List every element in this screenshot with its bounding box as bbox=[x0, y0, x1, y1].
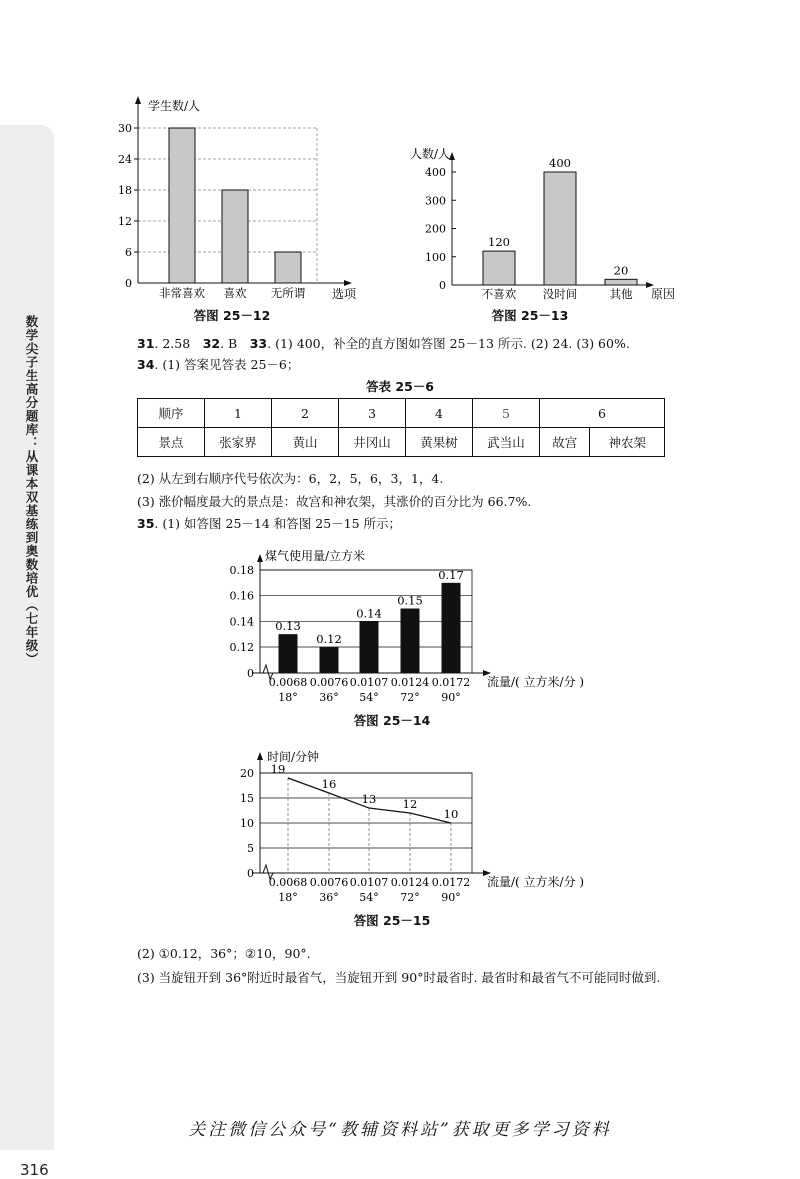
bar bbox=[222, 190, 248, 283]
y-tick-label: 0.18 bbox=[229, 564, 254, 577]
caption-25-14: 答图 25－14 bbox=[353, 713, 431, 728]
chart-25-15 bbox=[215, 748, 585, 910]
q33-text: . (1) 400，补全的直方图如答图 25－13 所示. (2) 24. (3) 60%. bbox=[267, 336, 630, 351]
x-angle-label: 18° bbox=[278, 891, 298, 904]
x-tick-labels bbox=[269, 676, 471, 704]
data-label: 120 bbox=[488, 235, 510, 250]
data-label: 10 bbox=[443, 807, 459, 821]
data-label: 16 bbox=[321, 777, 337, 791]
x-angle-label: 90° bbox=[441, 691, 461, 704]
y-axis-arrow bbox=[135, 96, 141, 104]
caption-25-13: 答图 25－13 bbox=[491, 308, 569, 323]
x-tick-label: 0.0124 bbox=[390, 876, 430, 889]
x-tick-label: 0.0124 bbox=[390, 676, 430, 689]
chart-25-13 bbox=[405, 140, 690, 305]
table-row bbox=[138, 399, 665, 428]
y-tick-label: 18 bbox=[118, 184, 132, 197]
table-cell: 1 bbox=[205, 399, 272, 428]
answer-34 bbox=[137, 355, 299, 373]
x-tick-label: 非常喜欢 bbox=[159, 286, 205, 300]
sidebar bbox=[0, 125, 54, 1179]
y-tick-label: 400 bbox=[425, 166, 446, 179]
y-axis-label: 学生数/人 bbox=[148, 99, 201, 113]
table-cell: 张家界 bbox=[205, 428, 272, 457]
table-cell: 井冈山 bbox=[339, 428, 406, 457]
answer-34-part3: (3) 涨价幅度最大的景点是：故宫和神农架，其涨价的百分比为 66.7%. bbox=[137, 494, 532, 509]
q32-text: . B bbox=[220, 336, 250, 351]
x-axis-label: 原因 bbox=[651, 287, 676, 301]
q31-text: . 2.58 bbox=[154, 336, 203, 351]
y-axis-label: 煤气使用量/立方米 bbox=[265, 549, 366, 563]
table-cell: 6 bbox=[540, 399, 665, 428]
q33-number: 33 bbox=[249, 336, 268, 351]
chart-bars bbox=[169, 128, 301, 283]
x-tick-labels bbox=[269, 876, 471, 904]
data-label: 0.12 bbox=[316, 632, 342, 646]
x-tick-label: 0.0068 bbox=[268, 676, 308, 689]
q34-number: 34 bbox=[137, 357, 155, 372]
page-number: 316 bbox=[20, 1161, 49, 1179]
x-tick-label: 0.0076 bbox=[309, 876, 349, 889]
y-tick-label: 5 bbox=[247, 842, 254, 855]
caption-25-12: 答图 25－12 bbox=[193, 308, 271, 323]
y-tick-label: 24 bbox=[118, 153, 132, 166]
answer-table-25-6 bbox=[137, 398, 665, 457]
caption-25-15: 答图 25－15 bbox=[353, 913, 431, 928]
chart-bars bbox=[275, 568, 464, 673]
data-label: 0.15 bbox=[397, 593, 423, 608]
y-tick-label: 20 bbox=[240, 767, 254, 780]
x-angle-label: 36° bbox=[319, 691, 339, 704]
q32-number: 32 bbox=[202, 336, 221, 351]
bar bbox=[605, 279, 637, 285]
y-tick-labels bbox=[118, 122, 132, 290]
x-tick-label: 0.0076 bbox=[309, 676, 349, 689]
x-tick-labels bbox=[159, 286, 305, 300]
table-cell: 3 bbox=[339, 399, 406, 428]
footer-watermark: 关注微信公众号“教辅资料站”获取更多学习资料 bbox=[188, 1120, 612, 1140]
y-tick-labels bbox=[240, 767, 254, 880]
y-tick-label: 0 bbox=[125, 277, 132, 290]
x-tick-label: 不喜欢 bbox=[481, 287, 517, 301]
x-angle-label: 72° bbox=[400, 891, 420, 904]
answer-35-part3: (3) 当旋钮开到 36°附近时最省气，当旋钮开到 90°时最省时. 最省时和最省气不可能同时做到. bbox=[137, 970, 661, 985]
table-cell: 5 bbox=[473, 399, 540, 428]
table-cell: 2 bbox=[272, 399, 339, 428]
y-tick-label: 0.16 bbox=[229, 589, 254, 603]
x-angle-label: 54° bbox=[359, 691, 379, 704]
data-label: 13 bbox=[361, 792, 377, 806]
y-tick-label: 0.14 bbox=[229, 615, 254, 629]
q31-number: 31 bbox=[137, 336, 155, 351]
bar bbox=[544, 172, 576, 285]
table-cell: 顺序 bbox=[138, 399, 205, 428]
bar bbox=[320, 647, 339, 673]
x-tick-label: 0.0107 bbox=[349, 676, 389, 689]
data-label: 0.17 bbox=[438, 567, 464, 582]
x-tick-label: 0.0172 bbox=[431, 676, 471, 689]
x-axis-label: 流量/( 立方米/分 ) bbox=[487, 875, 585, 889]
table-cell: 黄山 bbox=[272, 428, 339, 457]
table-cell: 黄果树 bbox=[406, 428, 473, 457]
data-label: 400 bbox=[549, 156, 571, 170]
y-tick-label: 100 bbox=[425, 250, 446, 264]
bar bbox=[483, 251, 515, 285]
x-angle-label: 72° bbox=[400, 691, 420, 704]
chart-gridlines bbox=[260, 773, 472, 848]
table-cell: 4 bbox=[406, 399, 473, 428]
x-tick-label: 其他 bbox=[609, 287, 633, 301]
y-axis-arrow bbox=[257, 554, 263, 562]
y-axis-label: 人数/人 bbox=[410, 147, 451, 161]
x-tick-label: 0.0172 bbox=[431, 876, 471, 889]
chart-25-12 bbox=[110, 92, 380, 302]
answer-35 bbox=[137, 514, 401, 532]
y-tick-label: 0 bbox=[247, 867, 254, 880]
bar bbox=[275, 252, 301, 283]
y-tick-label: 10 bbox=[240, 817, 254, 830]
data-labels bbox=[271, 762, 459, 821]
answers-31-33 bbox=[137, 334, 630, 352]
x-tick-labels bbox=[482, 287, 633, 301]
bar bbox=[360, 621, 379, 673]
y-tick-label: 0.12 bbox=[229, 641, 254, 654]
x-axis-arrow bbox=[344, 280, 352, 286]
data-label: 20 bbox=[613, 263, 629, 278]
x-tick-label: 没时间 bbox=[542, 287, 578, 301]
data-label: 12 bbox=[402, 797, 418, 811]
book-title: 数学尖子生高分题库：从课本双基练到奥数培优（七年级） bbox=[24, 315, 39, 666]
y-tick-label: 15 bbox=[240, 792, 254, 805]
x-angle-label: 18° bbox=[278, 691, 298, 704]
data-label: 0.14 bbox=[356, 606, 382, 621]
x-axis-label: 选项 bbox=[332, 287, 357, 301]
x-angle-label: 54° bbox=[359, 891, 379, 904]
x-tick-label: 喜欢 bbox=[223, 286, 247, 300]
x-angle-label: 36° bbox=[319, 891, 339, 904]
x-angle-label: 90° bbox=[441, 891, 461, 904]
table-cell: 武当山 bbox=[473, 428, 540, 457]
answer-35-part2: (2) ①0.12，36°；②10，90°. bbox=[137, 946, 311, 961]
y-tick-label: 0 bbox=[439, 279, 446, 292]
chart-25-14 bbox=[215, 548, 585, 710]
data-label: 19 bbox=[270, 762, 286, 776]
table-cell: 景点 bbox=[138, 428, 205, 457]
chart-bars bbox=[483, 156, 637, 285]
q34-text: . (1) 答案见答表 25－6； bbox=[154, 357, 300, 372]
y-tick-label: 200 bbox=[425, 222, 446, 236]
q35-number: 35 bbox=[137, 516, 155, 531]
table-row bbox=[138, 428, 665, 457]
q35-text: . (1) 如答图 25－14 和答图 25－15 所示； bbox=[154, 516, 402, 531]
bar bbox=[401, 609, 420, 674]
table-cell: 神农架 bbox=[590, 428, 665, 457]
y-tick-label: 0 bbox=[247, 667, 254, 680]
y-tick-label: 30 bbox=[118, 122, 132, 135]
x-axis-label: 流量/( 立方米/分 ) bbox=[487, 675, 585, 689]
bar bbox=[169, 128, 195, 283]
y-tick-label: 12 bbox=[118, 215, 132, 228]
y-tick-labels bbox=[425, 166, 456, 292]
answer-34-part2: (2) 从左到右顺序代号依次为：6，2，5，6，3，1，4. bbox=[137, 471, 444, 486]
bar bbox=[442, 583, 461, 673]
y-tick-labels bbox=[230, 564, 255, 680]
x-tick-label: 0.0107 bbox=[349, 876, 389, 889]
x-tick-label: 0.0068 bbox=[268, 876, 308, 889]
x-tick-label: 无所谓 bbox=[270, 286, 306, 300]
y-axis-label: 时间/分钟 bbox=[267, 750, 320, 764]
y-tick-label: 6 bbox=[125, 246, 132, 259]
y-tick-label: 300 bbox=[425, 194, 446, 208]
data-label: 0.13 bbox=[275, 619, 301, 634]
bar bbox=[279, 634, 298, 673]
table-caption: 答表 25－6 bbox=[366, 379, 434, 394]
table-cell: 故宫 bbox=[540, 428, 590, 457]
y-axis-arrow bbox=[257, 752, 263, 760]
